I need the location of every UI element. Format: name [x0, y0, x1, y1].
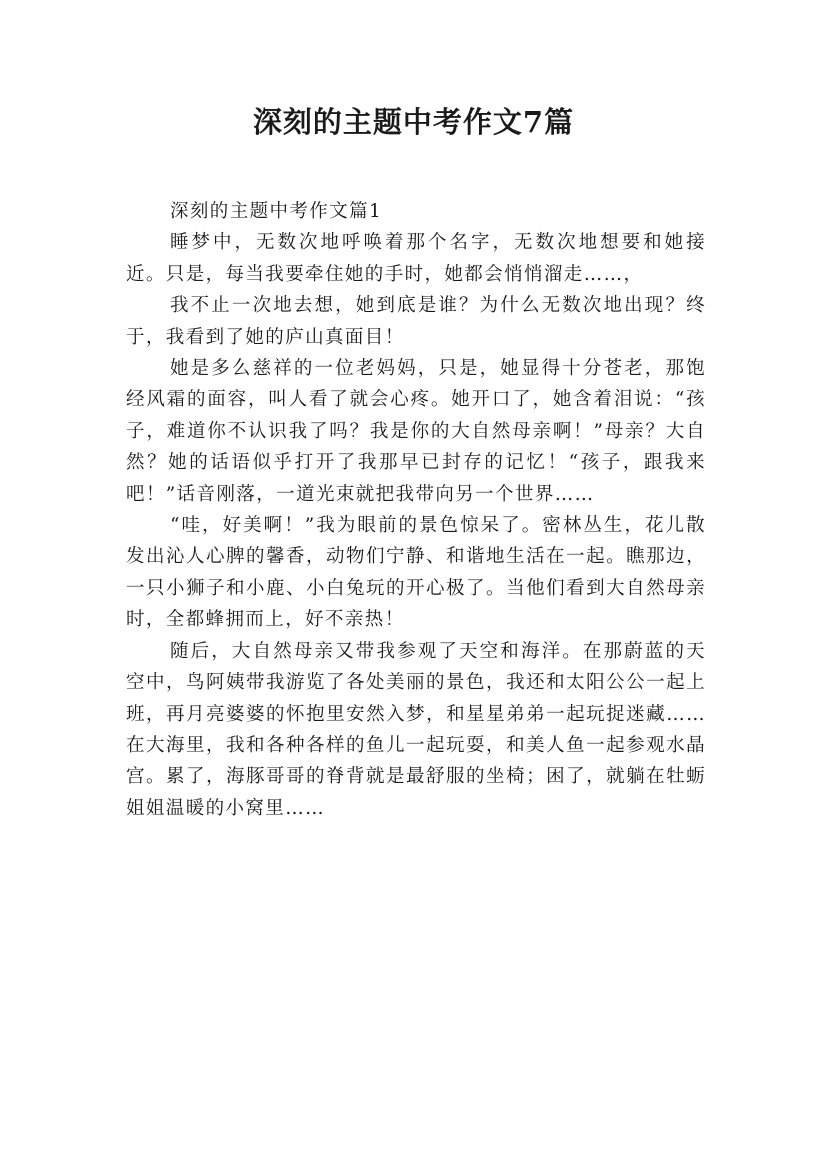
- section-heading: 深刻的主题中考作文篇1: [170, 201, 383, 222]
- document-title: 深刻的主题中考作文7篇: [252, 105, 575, 139]
- paragraph-5: 随后，大自然母亲又带我参观了天空和海洋。在那蔚蓝的天空中，鸟阿姨带我游览了各处美丽的景色，我还和太阳公公一起上班，再月亮婆婆的怀抱里安然入梦，和星星弟弟一起玩捉迷藏……在大海里，我和各种各样的鱼儿一起玩耍，和美人鱼一起参观水晶宫。累了，海豚哥哥的脊背就是最舒服的坐椅；困了，就躺在牡蛎姐姐温暖的小窝里……: [126, 640, 706, 819]
- paragraph-1: 睡梦中，无数次地呼唤着那个名字，无数次地想要和她接近。只是，每当我要牵住她的手时，她都会悄悄溜走……，: [126, 232, 706, 285]
- paragraph-4: “哇，好美啊！”我为眼前的景色惊呆了。密林丛生，花儿散发出沁人心脾的馨香，动物们宁静、和谐地生活在一起。瞧那边，一只小狮子和小鹿、小白兔玩的开心极了。当他们看到大自然母亲时，全都蜂拥而上，好不亲热！: [126, 515, 706, 631]
- paragraph-3: 她是多么慈祥的一位老妈妈，只是，她显得十分苍老，那饱经风霜的面容，叫人看了就会心疼。她开口了，她含着泪说：“孩子，难道你不认识我了吗？我是你的大自然母亲啊！”母亲？大自然？她的话语似乎打开了我那早已封存的记忆！“孩子，跟我来吧！”话音刚落，一道光束就把我带向另一个世界……: [126, 358, 706, 505]
- document-body: [126, 196, 706, 824]
- paragraph-2: 我不止一次地去想，她到底是谁？为什么无数次地出现？终于，我看到了她的庐山真面目！: [126, 295, 706, 348]
